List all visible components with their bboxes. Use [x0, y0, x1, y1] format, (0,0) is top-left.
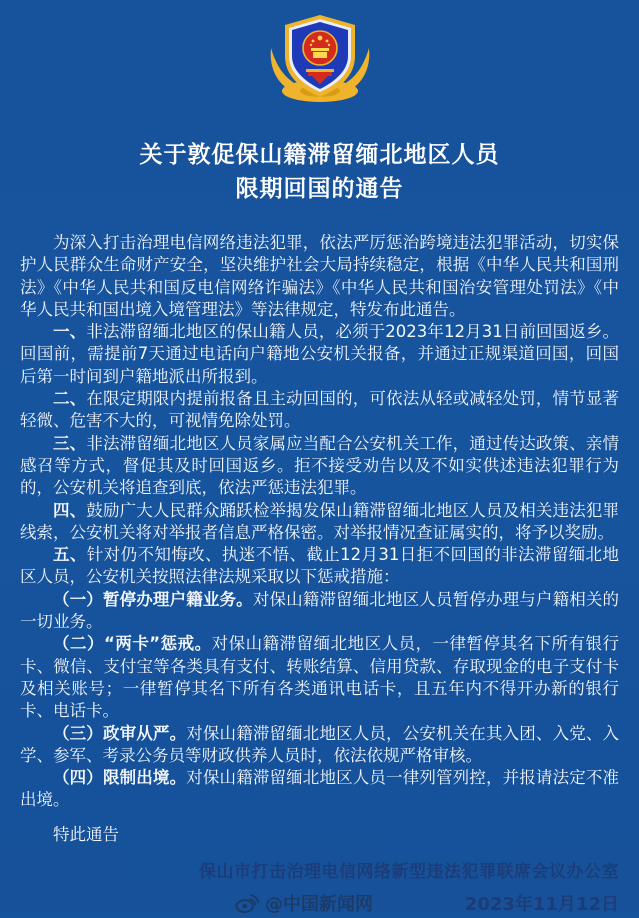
item-3: [20, 433, 619, 500]
item-4: [20, 500, 619, 545]
weibo-icon: [235, 893, 259, 913]
sub-item-4-text: 对保山籍滞留缅北地区人员一律列管列控，并报请法定不准出境。: [20, 768, 620, 810]
item-3-text: 非法滞留缅北地区人员家属应当配合公安机关工作，通过传达政策、亲情感召等方式，督促其及时回国返乡。拒不接受劝告以及不如实供述违法犯罪行为的，公安机关将追查到底，依法严惩违法犯罪。: [20, 433, 620, 498]
item-2-text: 在限定期限内提前报备且主动回国的，可依法从轻或减轻处罚，情节显著轻微、危害不大的，可视情免除处罚。: [20, 389, 620, 431]
sub-item-3-marker: （三）: [53, 723, 103, 743]
sub-item-2-lead: “两卡”惩戒。: [103, 634, 212, 654]
bottom-row: [20, 888, 619, 918]
intro-paragraph: 为深入打击治理电信网络违法犯罪，依法严厉惩治跨境违法犯罪活动，切实保护人民群众生命财产安全，坚决维护社会大局持续稳定，根据《中华人民共和国刑法》《中华人民共和国反电信网络诈骗法》《中华人民共和国治安管理处罚法》《中华人民共和国出境入境管理法》等法律规定，特发布此通告。: [20, 233, 619, 319]
item-3-marker: 三、: [53, 433, 87, 453]
sub-item-1: [20, 589, 619, 634]
notice-title-line1: 关于敦促保山籍滞留缅北地区人员: [139, 142, 500, 168]
sub-item-3-text: 对保山籍滞留缅北地区人员，公安机关在其入团、入党、入学、参军、考录公务员等财政供养人员时，依法依规严格审核。: [20, 723, 620, 765]
sub-item-1-text: 对保山籍滞留缅北地区人员暂停办理与户籍相关的一切业务。: [20, 589, 620, 632]
item-1-marker: 一、: [53, 322, 87, 342]
item-1: [20, 321, 619, 388]
sub-item-3: [20, 723, 619, 768]
item-5: [20, 544, 619, 589]
closing-statement: 特此通告: [53, 824, 119, 844]
watermark-source-label: @中国新闻网: [265, 893, 373, 915]
notice-date: 2023年11月12日: [464, 893, 619, 915]
sub-item-4-lead: 限制出境。: [102, 768, 187, 788]
sub-item-1-lead: 暂停办理户籍业务。: [102, 589, 253, 609]
sub-item-2-marker: （二）: [53, 634, 104, 654]
notice-title: [20, 138, 619, 206]
sub-item-3-lead: 政审从严。: [102, 723, 187, 743]
item-2: [20, 388, 619, 433]
item-4-marker: 四、: [53, 500, 87, 520]
notice-title-line2: 限期回国的通告: [235, 176, 404, 202]
issuing-office-signature: 保山市打击治理电信网络新型违法犯罪联席会议办公室: [199, 861, 619, 882]
sub-item-4-marker: （四）: [53, 768, 103, 788]
item-4-text: 鼓励广大人民群众踊跃检举揭发保山籍滞留缅北地区人员及相关违法犯罪线索，公安机关将对举报者信息严格保密。对举报情况查证属实的，将予以奖励。: [20, 500, 620, 542]
sub-item-1-marker: （一）: [53, 589, 103, 609]
notice-body: [20, 232, 619, 812]
item-2-marker: 二、: [53, 389, 87, 409]
sub-item-4: [20, 767, 619, 812]
sub-item-2-text: 对保山籍滞留缅北地区人员，一律暂停其名下所有银行卡、微信、支付宝等各类具有支付、转账结算、信用贷款、存取现金的电子支付卡及相关账号；一律暂停其名下所有各类通讯电话卡，且五年内不得开办新的银行卡、电话卡。: [20, 634, 619, 721]
police-badge-icon: [20, 12, 619, 104]
item-5-marker: 五、: [53, 545, 87, 565]
item-1-text: 非法滞留缅北地区的保山籍人员，必须于2023年12月31日前回国返乡。回国前，需提前7天通过电话向户籍地公安机关报备，并通过正规渠道回国，回国后第一时间到户籍地派出所报到。: [20, 322, 620, 386]
sub-item-2: [20, 633, 619, 722]
item-5-text: 针对仍不知悔改、执迷不悟、截止12月31日拒不回国的非法滞留缅北地区人员，公安机关按照法律法规采取以下惩戒措施：: [20, 545, 619, 587]
